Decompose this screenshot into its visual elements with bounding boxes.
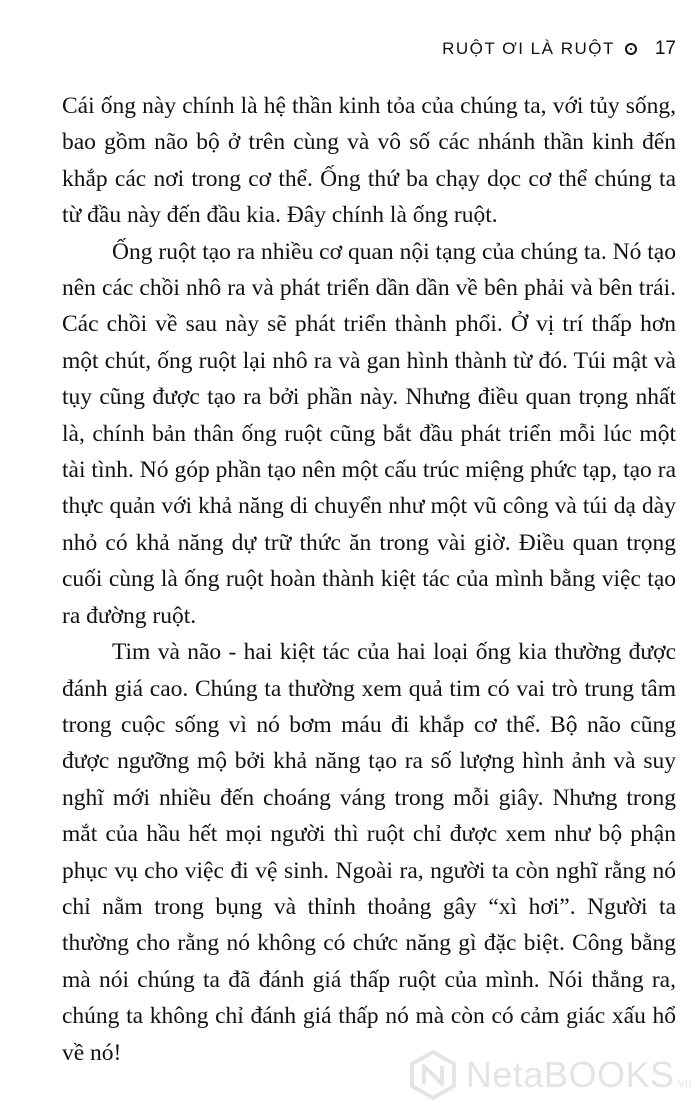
paragraph-2: Ống ruột tạo ra nhiều cơ quan nội tạng của chúng ta. Nó tạo nên các chồi nhô ra và phát triển dần dần về bên phải và bên trái. Các chồi về sau này sẽ phát triển thành phổi. Ở vị trí thấp hơn một chút, ống ruột lại nhô ra và gan hình thành từ đó. Túi mật và tụy cũng được tạo ra bởi phần này. Nhưng điều quan trọng nhất là, chính bản thân ống ruột cũng bắt đầu phát triển mỗi lúc một tài tình. Nó góp phần tạo nên một cấu trúc miệng phức tạp, tạo ra thực quản với khả năng di chuyển như một vũ công và túi dạ dày nhỏ có khả năng dự trữ thức ăn trong vài giờ. Điều quan trọng cuối cùng là ống ruột hoàn thành kiệt tác của mình bằng việc tạo ra đường ruột. xyxy=(62,238,676,629)
watermark-brand-text: NetaBOOKS xyxy=(465,1054,675,1095)
watermark-suffix: .vn xyxy=(674,1076,692,1090)
paragraph-1: Cái ống này chính là hệ thần kinh tỏa của chúng ta, với tủy sống, bao gồm não bộ ở trên cùng và vô số các nhánh thần kinh đến khắp các nơi trong cơ thể. Ống thứ ba chạy dọc cơ thể chúng ta từ đầu này đến đầu kia. Đây chính là ống ruột. xyxy=(62,93,676,229)
chapter-title: RUỘT ƠI LÀ RUỘT xyxy=(442,39,615,58)
circle-bullet-icon xyxy=(625,43,637,55)
paragraph-3: Tim và não - hai kiệt tác của hai loại ống kia thường được đánh giá cao. Chúng ta thường xem quả tim có vai trò trung tâm trong cuộc sống vì nó bơm máu đi khắp cơ thể. Bộ não cũng được ngưỡng mộ bởi khả năng tạo ra số lượng hình ảnh và suy nghĩ mới nhiều đến choáng váng trong mỗi giây. Nhưng trong mắt của hầu hết mọi người thì ruột chỉ được xem như bộ phận phục vụ cho việc đi vệ sinh. Ngoài ra, người ta còn nghĩ rằng nó chỉ nằm trong bụng và thỉnh thoảng gây “xì hơi”. Người ta thường cho rằng nó không có chức năng gì đặc biệt. Công bằng mà nói chúng ta đã đánh giá thấp ruột của mình. Nói thẳng ra, chúng ta không chỉ đánh giá thấp nó mà còn có cảm giác xấu hổ về nó! xyxy=(62,639,676,1066)
running-head xyxy=(442,38,676,60)
body-text xyxy=(62,88,676,1071)
page-number: 17 xyxy=(654,38,676,59)
